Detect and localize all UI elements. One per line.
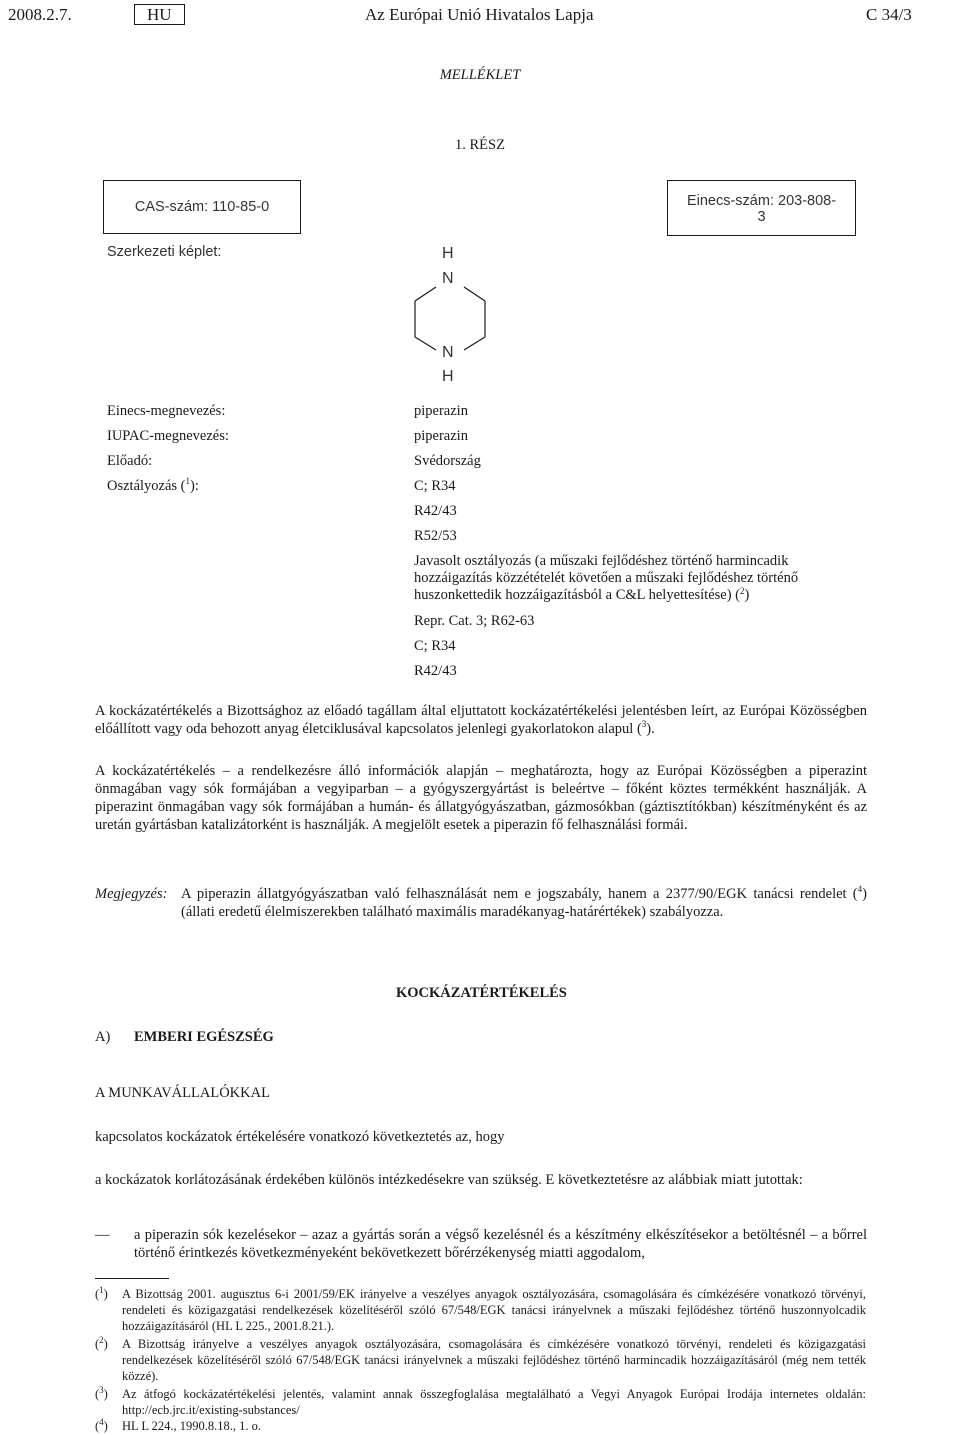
footnote-3-number: ($^3$) xyxy=(95,1385,108,1401)
note-label: Megjegyzés: xyxy=(95,886,168,902)
rapporteur-value: Svédország xyxy=(414,453,481,469)
proposed-classification-line-1: Repr. Cat. 3; R62-63 xyxy=(414,613,535,629)
rapporteur-label: Előadó: xyxy=(107,453,153,469)
workers-heading: A MUNKAVÁLLALÓKKAL xyxy=(95,1085,270,1101)
iupac-name-label: IUPAC-megnevezés: xyxy=(107,428,229,444)
footnote-separator xyxy=(95,1278,169,1279)
note-text: A piperazin állatgyógyászatban való felhasználását nem e jogszabály, hanem a 2377/90/EGK tanácsi rendelet ($^4$) (állati eredetű élelmiszerekben található maximális maradékanyag-határértékek) szabályozza. xyxy=(181,884,867,920)
piperazine-ring-bonds xyxy=(415,287,485,350)
footnote-3-text: Az átfogó kockázatértékelési jelentés, valamint annak összegfoglalása megtalálható a Vegyi Anyagok Európai Irodája internetes oldalán: http://ecb.jrc.it/existing-substances/ xyxy=(122,1387,866,1417)
iupac-name-value: piperazin xyxy=(414,428,468,444)
journal-title: Az Európai Unió Hivatalos Lapja xyxy=(365,5,594,24)
classification-line-2: R42/43 xyxy=(414,503,457,519)
einecs-name-label: Einecs-megnevezés: xyxy=(107,403,226,419)
section-a-title: EMBERI EGÉSZSÉG xyxy=(134,1029,274,1045)
risk-basis-paragraph: A kockázatértékelés a Bizottsághoz az előadó tagállam által eljuttatott kockázatértékelési jelentésben leírt, az Európai Közösségben előállított vagy oda behozott anyag életciklusával kapcsolatos jelenlegi gyakorlatokon alapul ($^3$). xyxy=(95,703,867,737)
einecs-name-value: piperazin xyxy=(414,403,468,419)
bullet-dash: — xyxy=(95,1227,110,1243)
atom-h-bottom: H xyxy=(442,368,454,385)
footnote-2-text: A Bizottság irányelve a veszélyes anyagok osztályozására, csomagolására és címkézésére vonatkozó törvényi, rendeleti és közigazgatási rendelkezések közelítéséről szóló 67/548/EGK tanácsi irányelvnek a műszaki fejlődéshez történő harmincadik hozzáigazításáról (még nem tették közzé). xyxy=(122,1337,866,1383)
footnote-4-number: ($^4$) xyxy=(95,1417,108,1433)
atom-n-top: N xyxy=(442,270,454,287)
classification-line-1: C; R34 xyxy=(414,478,456,494)
proposed-classification-line-2: C; R34 xyxy=(414,638,456,654)
footnote-1-number: ($^1$) xyxy=(95,1285,108,1301)
conclusion-statement: a kockázatok korlátozásának érdekében különös intézkedésekre van szükség. E következtetésre az alábbiak miatt jutottak: xyxy=(95,1172,803,1188)
proposed-classification-text: Javasolt osztályozás (a műszaki fejlődéshez történő harmincadik hozzáigazítás közzétételét követően a műszaki fejlődéshez történő huszonkettedik hozzáigazításból a C&L helyettesítése) ($^2$) xyxy=(414,553,799,603)
einecs-number-box xyxy=(667,180,856,236)
classification-line-3: R52/53 xyxy=(414,528,457,544)
einecs-number-line1: Einecs-szám: 203-808- xyxy=(686,193,837,209)
footnote-2-number: ($^2$) xyxy=(95,1335,108,1351)
section-a-letter: A) xyxy=(95,1029,111,1045)
header-language-badge xyxy=(134,4,185,26)
page-reference: C 34/3 xyxy=(866,5,912,24)
cas-number-box: CAS-szám: 110-85-0 xyxy=(103,180,301,234)
use-description-paragraph: A kockázatértékelés – a rendelkezésre álló információk alapján – meghatározta, hogy az Európai Közösségben a piperazint önmagában vagy sók formájában a vegyiparban – a gyógyszergyártást is beleértve – főként köztes termékként használják. A piperazint önmagában vagy sók formájában a humán- és állatgyógyászatban, gázmosókban (gáztisztítókban) készítményként és az uretán gyártásban katalizátorként is használják. A megjelölt esetek a piperazin fő felhasználási formái. xyxy=(95,763,867,833)
proposed-classification-line-3: R42/43 xyxy=(414,663,457,679)
annex-title: MELLÉKLET xyxy=(439,67,521,83)
footnote-1-text: A Bizottság 2001. augusztus 6-i 2001/59/EK irányelve a veszélyes anyagok osztályozására, csomagolására és címkézésére vonatkozó törvényi, rendeleti és közigazgatási rendelkezések közelítéséről szóló 67/548/EGK tanácsi irányelvnek a műszaki fejlődéshez történő huszonnyolcadik hozzáigazításáról (HL L 225., 2001.8.21.). xyxy=(122,1287,866,1333)
language-code: HU xyxy=(134,4,185,25)
atom-n-bottom: N xyxy=(442,344,454,361)
risk-assessment-heading: KOCKÁZATÉRTÉKELÉS xyxy=(396,985,567,1001)
atom-h-top: H xyxy=(442,245,454,262)
einecs-number-line2: 3 xyxy=(757,209,766,225)
part-title: 1. RÉSZ xyxy=(455,137,505,153)
footnote-4-text: HL L 224., 1990.8.18., 1. o. xyxy=(122,1419,261,1433)
header-date: 2008.2.7. xyxy=(8,5,72,24)
bullet-concern-text: a piperazin sók kezelésekor – azaz a gyártás során a végső kezelésnél és a készítmény elkészítésekor a betöltésnél – a bőrrel történő érintkezés következményeként bekövetkezett bőrérzékenység miatti aggodalom, xyxy=(134,1227,867,1261)
conclusion-intro: kapcsolatos kockázatok értékelésére vonatkozó következtetés az, hogy xyxy=(95,1129,505,1145)
classification-label: Osztályozás ($^1$): xyxy=(107,476,199,494)
structure-label: Szerkezeti képlet: xyxy=(107,244,222,260)
